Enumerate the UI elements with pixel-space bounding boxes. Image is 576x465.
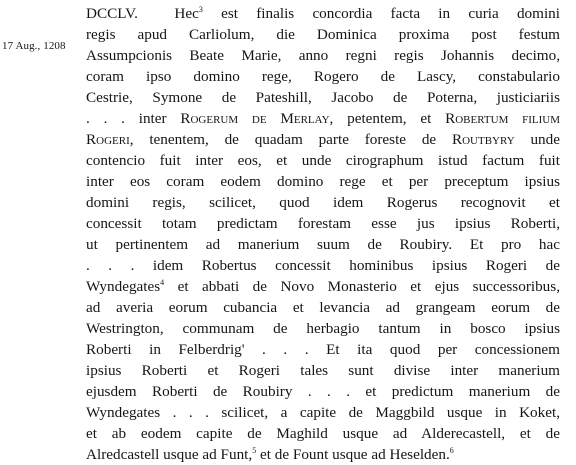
text-segment: et de Fount usque ad Heselden.: [256, 446, 450, 463]
text-line-16: Westrington, communam de herbagio tantum in bosco ipsius: [86, 320, 560, 337]
text-line-21: et ab eodem capite de Maghild usque ad Alderecastell, et de: [86, 425, 560, 442]
text-segment: Wyndegates: [86, 278, 161, 295]
place-name-routbyry: Routbyry: [451, 131, 515, 148]
text-segment: est finalis concordia facta in curia domini: [202, 5, 560, 22]
text-line-18: ipsius Roberti et Rogeri tales sunt divise inter manerium: [86, 362, 560, 379]
text-line-8: contencio fuit inter eos, et unde cirographum istud factum fuit: [86, 152, 560, 169]
text-line-14: [86, 276, 560, 297]
footnote-marker: 3: [198, 4, 203, 14]
text-segment: Hec: [174, 5, 199, 22]
charter-text: [86, 3, 560, 465]
margin-date: 17 Aug., 1208: [2, 40, 66, 52]
party-name-tenant: Robertum filium: [445, 110, 561, 127]
text-line-20: Wyndegates . . . scilicet, a capite de Maggbild usque in Koket,: [86, 404, 560, 421]
text-line-22: [86, 444, 560, 465]
text-line-19: ejusdem Roberti de Roubiry . . . et predictum manerium de: [86, 383, 560, 400]
party-name-petitioner: Rogerum de Merlay: [180, 110, 330, 127]
text-line-17: Roberti in Felberdrig' . . . Et ita quod per concessionem: [86, 341, 560, 358]
party-name-tenant-cont: Rogeri: [86, 131, 130, 148]
text-line-5: Cestrie, Symone de Pateshill, Jacobo de Poterna, justiciariis: [86, 89, 560, 106]
text-segment: Alredcastell usque ad Funt,: [86, 446, 253, 463]
text-line-7: [86, 129, 560, 150]
footnote-marker: 4: [160, 277, 165, 287]
text-line-2: regis apud Carliolum, die Dominica proxima post festum: [86, 26, 560, 43]
text-segment: unde: [514, 131, 560, 148]
text-line-1: [86, 3, 560, 24]
text-line-15: ad averia eorum cubancia et levancia ad grangeam eorum de: [86, 299, 560, 316]
text-segment: , tenentem, de quadam parte foreste de: [129, 131, 452, 148]
text-segment: , petentem, et: [329, 110, 446, 127]
footnote-marker: 6: [449, 445, 454, 455]
text-line-13: . . . idem Robertus concessit hominibus ipsius Rogeri de: [86, 257, 560, 274]
text-segment: . . . inter: [86, 110, 181, 127]
text-line-10: domini regis, scilicet, quod idem Rogerus recognovit et: [86, 194, 560, 211]
text-line-9: inter eos coram eodem domino rege et per preceptum ipsius: [86, 173, 560, 190]
entry-number: DCCLV.: [86, 5, 138, 22]
footnote-marker: 5: [252, 445, 257, 455]
text-segment: et abbati de Novo Monasterio et ejus successoribus,: [164, 278, 560, 295]
text-line-3: Assumpcionis Beate Marie, anno regni regis Johannis decimo,: [86, 47, 560, 64]
text-line-6: [86, 108, 560, 129]
text-line-11: concessit totam predictam forestam esse jus ipsius Roberti,: [86, 215, 560, 232]
text-line-4: coram ipso domino rege, Rogero de Lascy, constabulario: [86, 68, 560, 85]
text-line-12: ut pertinentem ad manerium suum de Roubiry. Et pro hac: [86, 236, 560, 253]
